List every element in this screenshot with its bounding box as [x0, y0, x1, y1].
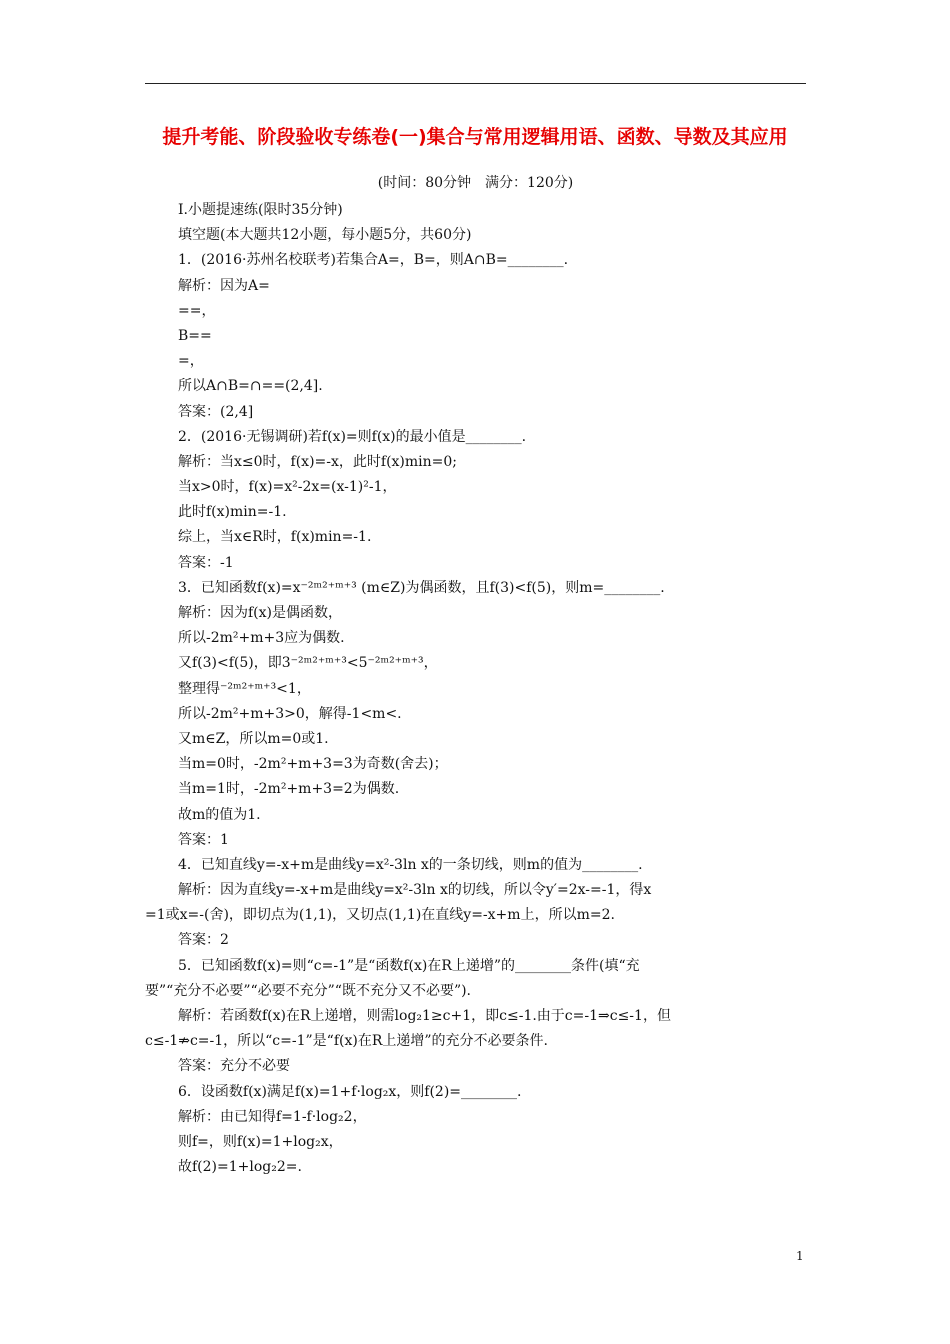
- text-line: 答案：(2,4]: [178, 403, 254, 420]
- document-body: [145, 198, 806, 1180]
- text-line: Ⅰ.小题提速练(限时35分钟): [178, 202, 343, 218]
- text-line: 6．设函数f(x)满足f(x)=1+f·log₂x，则f(2)=________.: [178, 1083, 522, 1100]
- text-line: 4．已知直线y=-x+m是曲线y=x²-3ln x的一条切线，则m的值为________.: [178, 856, 643, 873]
- text-line: ==，: [178, 302, 216, 319]
- text-line: 答案：-1: [178, 554, 234, 571]
- text-line: 综上，当x∈R时，f(x)min=-1.: [178, 529, 372, 546]
- document-subtitle: (时间：80分钟 满分：120分): [377, 175, 574, 191]
- text-line: 故m的值为1.: [178, 806, 261, 823]
- header-rule: [145, 83, 806, 84]
- text-line: 3．已知函数f(x)=x⁻²ᵐ²⁺ᵐ⁺³ (m∈Z)为偶函数，且f(3)<f(5)，则m=________.: [178, 579, 665, 596]
- text-line: 所以A∩B=∩==(2,4].: [178, 378, 323, 395]
- text-line: 又m∈Z，所以m=0或1.: [178, 730, 329, 747]
- document-title: 提升考能、阶段验收专练卷(一)集合与常用逻辑用语、函数、导数及其应用: [162, 126, 788, 148]
- text-line: 此时f(x)min=-1.: [178, 504, 287, 521]
- text-line: 故f(2)=1+log₂2=.: [178, 1159, 302, 1176]
- text-line: 则f=，则f(x)=1+log₂x，: [178, 1133, 343, 1150]
- text-line: =1或x=-(舍)，即切点为(1,1)，又切点(1,1)在直线y=-x+m上，所以m=2.: [145, 907, 615, 924]
- text-line: 解析：若函数f(x)在R上递增，则需log₂1≥c+1，即c≤-1.由于c=-1⇒c≤-1，但: [178, 1008, 671, 1024]
- text-line: 解析：当x≤0时，f(x)=-x，此时f(x)min=0;: [178, 453, 458, 470]
- text-line: 又f(3)<f(5)，即3⁻²ᵐ²⁺ᵐ⁺³<5⁻²ᵐ²⁺ᵐ⁺³，: [178, 655, 438, 672]
- text-line: =，: [178, 353, 204, 370]
- text-line: 1．(2016·苏州名校联考)若集合A=，B=，则A∩B=________.: [178, 252, 569, 269]
- text-line: 答案：充分不必要: [178, 1058, 290, 1075]
- text-line: 填空题(本大题共12小题，每小题5分，共60分): [178, 227, 472, 244]
- page-number: 1: [796, 1249, 804, 1263]
- text-line: 当x>0时，f(x)=x²-2x=(x-1)²-1，: [178, 479, 397, 496]
- text-line: B==: [178, 327, 212, 344]
- text-line: 解析：因为f(x)是偶函数，: [178, 605, 343, 621]
- text-line: 5．已知函数f(x)=则“c=-1”是“函数f(x)在R上递增”的________条件(填“充: [178, 957, 640, 974]
- text-line: 要”“充分不必要”“必要不充分”“既不充分又不必要”).: [145, 982, 472, 999]
- text-line: 当m=1时，-2m²+m+3=2为偶数.: [178, 781, 400, 798]
- text-line: 答案：1: [178, 831, 229, 848]
- text-line: 答案：2: [178, 932, 229, 949]
- text-line: 当m=0时，-2m²+m+3=3为奇数(舍去)；: [178, 756, 448, 773]
- text-line: 解析：因为直线y=-x+m是曲线y=x²-3ln x的切线，所以令y′=2x-=-1，得x: [178, 882, 652, 899]
- text-line: 解析：由已知得f=1-f·log₂2，: [178, 1108, 367, 1125]
- text-line: 解析：因为A=: [178, 277, 270, 294]
- text-line: 2．(2016·无锡调研)若f(x)=则f(x)的最小值是________.: [178, 428, 527, 445]
- text-line: c≤-1⇏c=-1，所以“c=-1”是“f(x)在R上递增”的充分不必要条件.: [145, 1033, 548, 1050]
- text-line: 所以-2m²+m+3应为偶数.: [178, 630, 345, 647]
- text-line: 整理得⁻²ᵐ²⁺ᵐ⁺³<1，: [178, 680, 311, 697]
- text-line: 所以-2m²+m+3>0，解得-1<m<.: [178, 705, 402, 722]
